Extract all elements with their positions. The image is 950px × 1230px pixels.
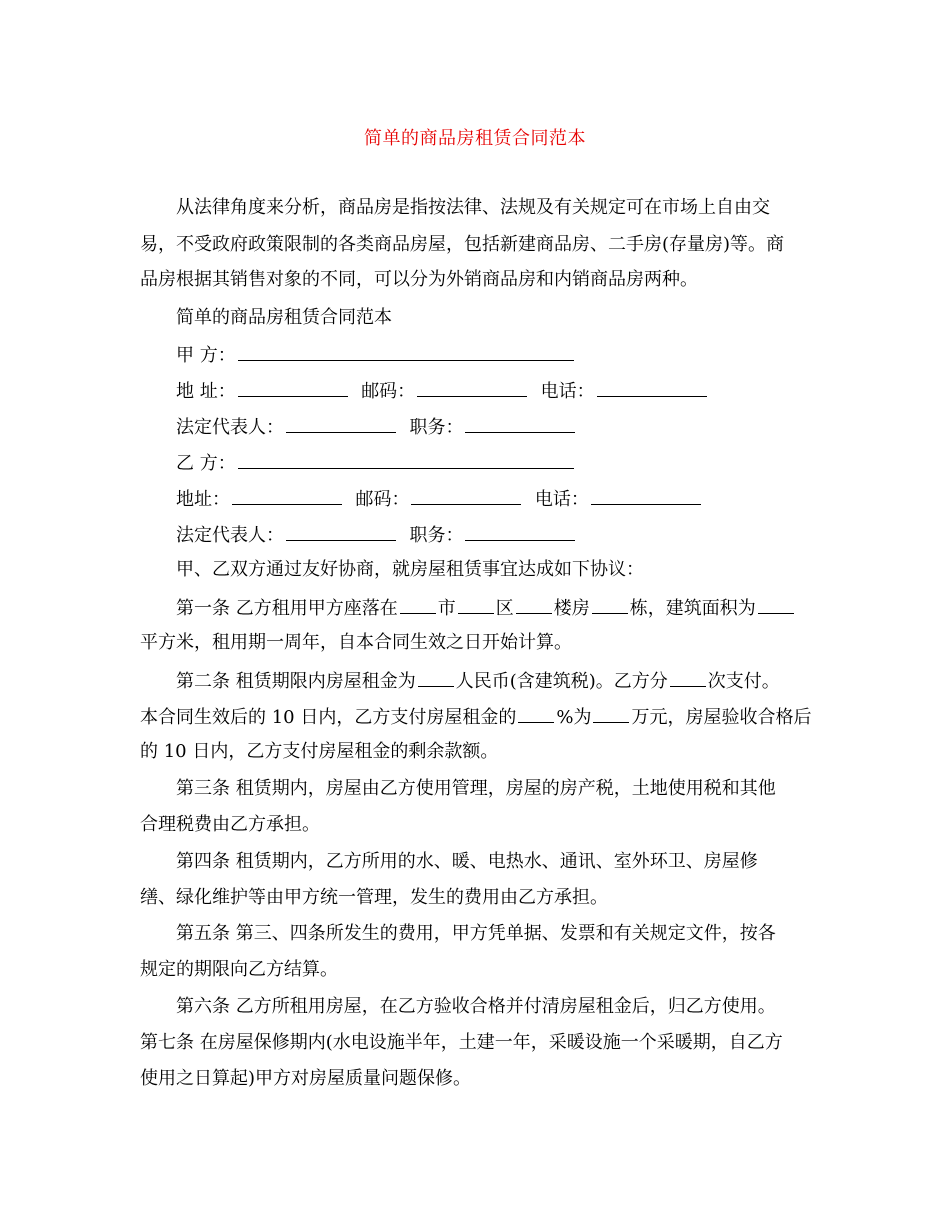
party-b-post-label: 职务：: [409, 525, 464, 546]
document-title: 简单的商品房租赁合同范本: [364, 128, 586, 149]
party-b-zip-label: 邮码：: [355, 489, 410, 510]
article-1-city-blank[interactable]: [400, 595, 436, 614]
party-a-address-row: [176, 378, 709, 404]
article-2-text-d: 本合同生效后的 10 日内，乙方支付房屋租金的: [140, 707, 517, 728]
article-1-line-1: [176, 595, 796, 621]
article-1-text-b: 市: [437, 598, 456, 619]
party-a-blank[interactable]: [238, 342, 574, 361]
article-7-line-2: 使用之日算起)甲方对房屋质量问题保修。: [140, 1068, 472, 1089]
article-2-line-3: 的 10 日内，乙方支付房屋租金的剩余款额。: [140, 741, 499, 762]
party-b-address-blank[interactable]: [232, 486, 342, 505]
party-a-rep-label: 法定代表人：: [176, 417, 284, 438]
article-2-percent-blank[interactable]: [518, 704, 554, 723]
agreement-intro: 甲、乙双方通过友好协商，就房屋租赁事宜达成如下协议：: [176, 559, 644, 580]
article-1-area-blank[interactable]: [758, 595, 794, 614]
party-a-post-blank[interactable]: [465, 414, 575, 433]
article-1-text-c: 区: [495, 598, 514, 619]
party-a-address-blank[interactable]: [238, 378, 348, 397]
article-6-line-1: 第六条 乙方所租用房屋，在乙方验收合格并付清房屋租金后，归乙方使用。: [176, 996, 776, 1017]
article-1-district-blank[interactable]: [458, 595, 494, 614]
party-b-label: 乙 方：: [176, 453, 236, 474]
party-b-address-label: 地址：: [176, 489, 230, 510]
article-4-line-1: 第四条 租赁期内，乙方所用的水、暖、电热水、通讯、室外环卫、房屋修: [176, 851, 758, 872]
article-1-building-blank[interactable]: [516, 595, 552, 614]
party-b-rep-blank[interactable]: [286, 522, 396, 541]
party-b-rep-row: [176, 522, 577, 548]
party-a-address-label: 地 址：: [176, 381, 236, 402]
article-2-text-c: 次支付。: [707, 671, 780, 692]
article-2-rent-blank[interactable]: [418, 668, 454, 687]
party-b-address-row: [176, 486, 703, 512]
party-b-blank[interactable]: [238, 450, 574, 469]
article-2-text-e: %为: [556, 707, 592, 728]
party-a-label: 甲 方：: [176, 345, 236, 366]
party-b-post-blank[interactable]: [465, 522, 575, 541]
party-a-rep-blank[interactable]: [286, 414, 396, 433]
party-b-rep-label: 法定代表人：: [176, 525, 284, 546]
party-a-row: [176, 342, 576, 368]
article-2-line-1: [176, 668, 780, 694]
article-5-line-1: 第五条 第三、四条所发生的费用，甲方凭单据、发票和有关规定文件，按各: [176, 923, 776, 944]
party-a-zip-blank[interactable]: [417, 378, 527, 397]
article-2-text-f: 万元，房屋验收合格后: [631, 707, 812, 728]
article-1-text-a: 第一条 乙方租用甲方座落在: [176, 598, 398, 619]
article-2-line-2: [140, 704, 811, 730]
party-b-tel-blank[interactable]: [591, 486, 701, 505]
article-2-amount-blank[interactable]: [593, 704, 629, 723]
article-2-text-b: 人民币(含建筑税)。乙方分: [455, 671, 668, 692]
party-b-tel-label: 电话：: [534, 489, 589, 510]
intro-line-3: 品房根据其销售对象的不同，可以分为外销商品房和内销商品房两种。: [140, 269, 698, 290]
article-3-line-2: 合理税费由乙方承担。: [140, 814, 320, 835]
article-1-line-2: 平方米，租用期一周年，自本合同生效之日开始计算。: [140, 632, 572, 653]
article-1-block-blank[interactable]: [592, 595, 628, 614]
party-a-zip-label: 邮码：: [361, 381, 416, 402]
party-a-tel-label: 电话：: [540, 381, 595, 402]
article-3-line-1: 第三条 租赁期内，房屋由乙方使用管理，房屋的房产税，土地使用税和其他: [176, 778, 776, 799]
intro-line-1: 从法律角度来分析，商品房是指按法律、法规及有关规定可在市场上自由交: [176, 197, 770, 218]
article-1-text-e: 栋，建筑面积为: [629, 598, 756, 619]
subtitle: 简单的商品房租赁合同范本: [176, 307, 392, 328]
article-5-line-2: 规定的期限向乙方结算。: [140, 959, 338, 980]
article-2-text-a: 第二条 租赁期限内房屋租金为: [176, 671, 416, 692]
party-b-row: [176, 450, 576, 476]
article-1-text-d: 楼房: [553, 598, 590, 619]
article-2-installments-blank[interactable]: [670, 668, 706, 687]
party-b-zip-blank[interactable]: [411, 486, 521, 505]
party-a-tel-blank[interactable]: [597, 378, 707, 397]
article-4-line-2: 缮、绿化维护等由甲方统一管理，发生的费用由乙方承担。: [140, 887, 608, 908]
party-a-rep-row: [176, 414, 577, 440]
article-7-line-1: 第七条 在房屋保修期内(水电设施半年，土建一年，采暖设施一个采暖期，自乙方: [140, 1032, 783, 1053]
party-a-post-label: 职务：: [409, 417, 464, 438]
intro-line-2: 易，不受政府政策限制的各类商品房屋，包括新建商品房、二手房(存量房)等。商: [140, 234, 785, 255]
